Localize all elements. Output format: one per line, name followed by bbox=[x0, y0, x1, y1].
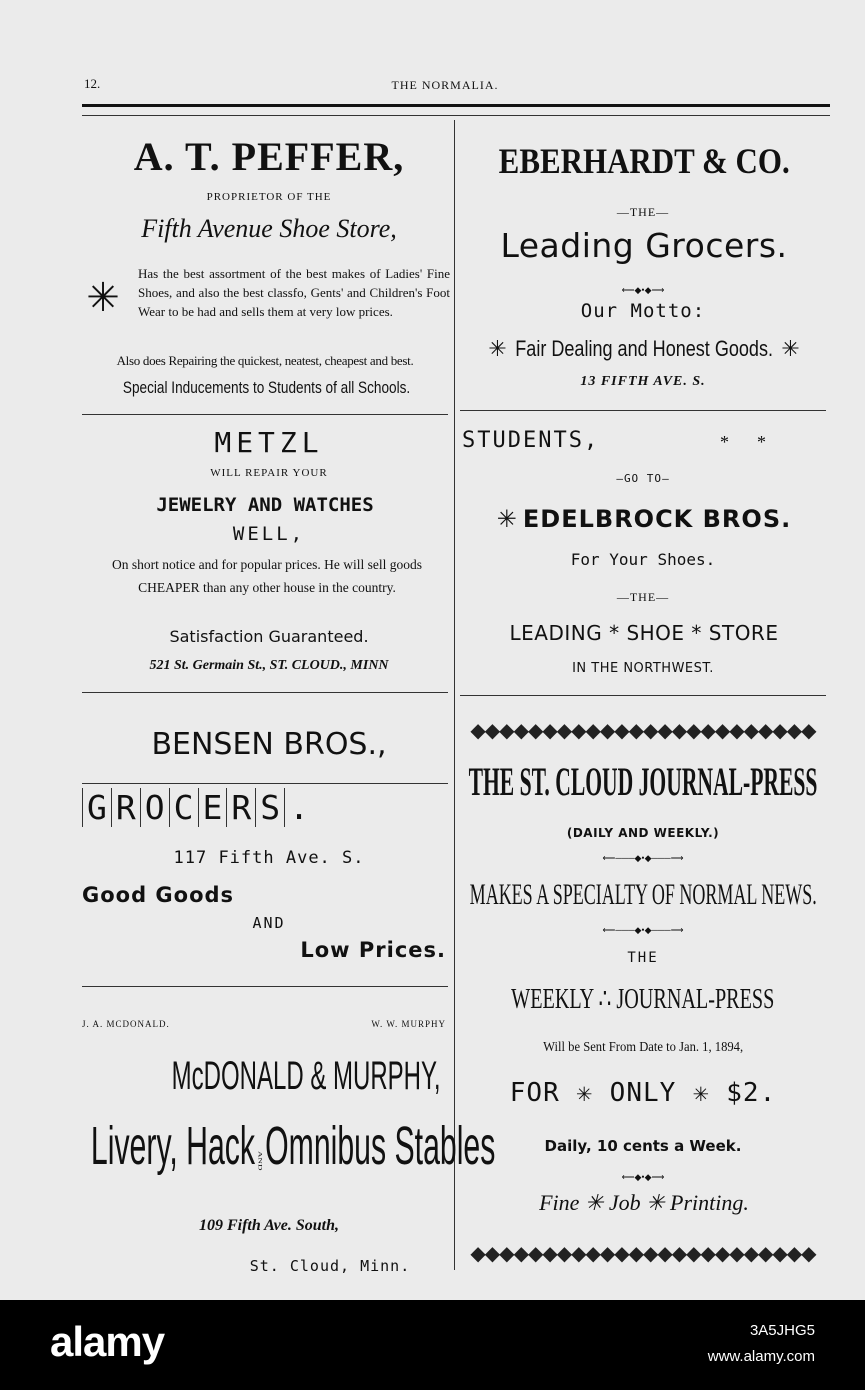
grocers-letter: S bbox=[255, 788, 285, 827]
divider bbox=[460, 410, 826, 411]
grocers-letter: C bbox=[169, 788, 198, 827]
metzl-name: METZL bbox=[214, 426, 324, 459]
journal-the: THE bbox=[627, 950, 659, 966]
header-rule-thin bbox=[82, 115, 830, 116]
page-number: 12. bbox=[84, 76, 101, 91]
grocers-letter: O bbox=[140, 788, 169, 827]
image-id: 3A5JHG5 bbox=[749, 1322, 815, 1339]
watermark-url: www.alamy.com bbox=[707, 1348, 815, 1365]
asterisk-ornament-icon: ✳ bbox=[496, 507, 517, 533]
journal-weekly: WEEKLY ∴ JOURNAL-PRESS bbox=[511, 984, 775, 1015]
grocers-letter: E bbox=[198, 788, 227, 827]
edelbrock-name: EDELBROCK BROS. bbox=[522, 505, 792, 533]
eberhardt-leading: Leading Grocers. bbox=[500, 226, 788, 265]
peffer-description: Has the best assortment of the best makes of Ladies' Fine Shoes, and also the best classfo, Gents' and Children's Foot Wear to be had and sells them at very low prices. bbox=[138, 266, 450, 319]
divider bbox=[82, 783, 448, 784]
mcdonald-city: St. Cloud, Minn. bbox=[249, 1257, 411, 1275]
eberhardt-motto-label: Our Motto: bbox=[580, 300, 706, 322]
grocers-letter: R bbox=[226, 788, 255, 827]
eberhardt-address: 13 FIFTH AVE. S. bbox=[580, 374, 706, 389]
small-ornament-icon: ⟵◆•◆⟶ bbox=[621, 285, 665, 295]
column-divider bbox=[454, 120, 455, 1270]
edelbrock-the: —THE— bbox=[616, 590, 670, 604]
metzl-will-repair: WILL REPAIR YOUR bbox=[210, 467, 328, 479]
services-right: Omnibus Stables bbox=[265, 1116, 496, 1176]
divider bbox=[82, 692, 448, 693]
partner-right: W. W. MURPHY bbox=[371, 1019, 446, 1029]
small-ornament-icon: ⟵◆•◆⟶ bbox=[621, 1172, 665, 1182]
partner-left: J. A. MCDONALD. bbox=[82, 1019, 170, 1029]
ornament-band-icon: ◆◆◆◆◆◆◆◆◆◆◆◆◆◆◆◆◆◆◆◆◆◆◆◆ bbox=[470, 718, 816, 742]
metzl-address: 521 St. Germain St., ST. CLOUD., MINN bbox=[149, 658, 389, 673]
peffer-store: Fifth Avenue Shoe Store, bbox=[141, 214, 397, 243]
asterisk-ornament-icon: ✳ bbox=[86, 275, 120, 320]
bensen-and: AND bbox=[252, 914, 286, 932]
asterisks-icon: ** bbox=[720, 432, 794, 452]
brand-logo: alamy bbox=[50, 1318, 165, 1365]
journal-price: FOR ✳ ONLY ✳ $2. bbox=[509, 1078, 777, 1108]
journal-name: THE ST. CLOUD JOURNAL-PRESS bbox=[468, 759, 818, 804]
peffer-repairing: Also does Repairing the quickest, neatest, cheapest and best. bbox=[116, 353, 414, 368]
mcdonald-name: McDONALD & MURPHY, bbox=[171, 1054, 441, 1098]
grocers-letter: G bbox=[82, 788, 111, 827]
eberhardt-motto: ✳ Fair Dealing and Honest Goods. ✳ bbox=[488, 336, 800, 361]
asterisk-ornament-icon: ✳ bbox=[488, 336, 507, 361]
grocers-letter: R bbox=[111, 788, 140, 827]
divider bbox=[82, 986, 448, 987]
edelbrock-leading: LEADING * SHOE * STORE bbox=[509, 621, 779, 645]
bensen-address: 117 Fifth Ave. S. bbox=[173, 848, 365, 868]
metzl-satisfaction: Satisfaction Guaranteed. bbox=[169, 627, 369, 646]
peffer-inducements: Special Inducements to Students of all Schools. bbox=[123, 378, 411, 397]
mcdonald-services bbox=[82, 1115, 496, 1185]
peffer-name: A. T. PEFFER, bbox=[133, 134, 405, 179]
eberhardt-name: EBERHARDT & CO. bbox=[498, 141, 790, 181]
edelbrock-name-line bbox=[458, 505, 830, 534]
bensen-low-prices: Low Prices. bbox=[300, 938, 446, 962]
asterisk-ornament-icon: ✳ bbox=[781, 336, 800, 361]
journal-printing: Fine ✳ Job ✳ Printing. bbox=[539, 1190, 749, 1215]
small-ornament-icon: ⟵───◆•◆───⟶ bbox=[602, 925, 684, 935]
metzl-well: WELL, bbox=[232, 523, 306, 545]
running-title: THE NORMALIA. bbox=[391, 78, 499, 92]
header-rule bbox=[82, 104, 830, 107]
small-ornament-icon: ⟵───◆•◆───⟶ bbox=[602, 853, 684, 863]
peffer-proprietor: PROPRIETOR OF THE bbox=[206, 191, 332, 203]
divider bbox=[460, 695, 826, 696]
journal-specialty: MAKES A SPECIALTY OF NORMAL NEWS. bbox=[469, 878, 817, 911]
edelbrock-northwest: IN THE NORTHWEST. bbox=[572, 661, 714, 676]
watermark-footer bbox=[0, 1300, 865, 1390]
services-and: AND bbox=[257, 1150, 263, 1171]
bensen-name: BENSEN BROS., bbox=[151, 727, 387, 762]
metzl-items: JEWELRY AND WATCHES bbox=[156, 494, 374, 516]
metzl-notice: On short notice and for popular prices. He will sell goods CHEAPER than any other house in the country. bbox=[111, 557, 423, 595]
services-left: Livery, Hack bbox=[90, 1116, 256, 1176]
divider bbox=[82, 414, 448, 415]
mcdonald-address: 109 Fifth Ave. South, bbox=[198, 1217, 340, 1234]
edelbrock-students: STUDENTS, bbox=[462, 428, 600, 453]
journal-sent: Will be Sent From Date to Jan. 1, 1894, bbox=[542, 1040, 744, 1055]
journal-edition: (DAILY AND WEEKLY.) bbox=[566, 826, 720, 840]
bensen-grocers: G R O C E R S . bbox=[82, 787, 452, 827]
edelbrock-go-to: —GO TO— bbox=[616, 472, 670, 485]
ornament-band-icon: ◆◆◆◆◆◆◆◆◆◆◆◆◆◆◆◆◆◆◆◆◆◆◆◆ bbox=[470, 1241, 816, 1265]
journal-daily: Daily, 10 cents a Week. bbox=[544, 1137, 742, 1155]
eberhardt-the: —THE— bbox=[616, 205, 670, 219]
edelbrock-for-shoes: For Your Shoes. bbox=[570, 550, 716, 569]
bensen-good-goods: Good Goods bbox=[82, 883, 235, 907]
